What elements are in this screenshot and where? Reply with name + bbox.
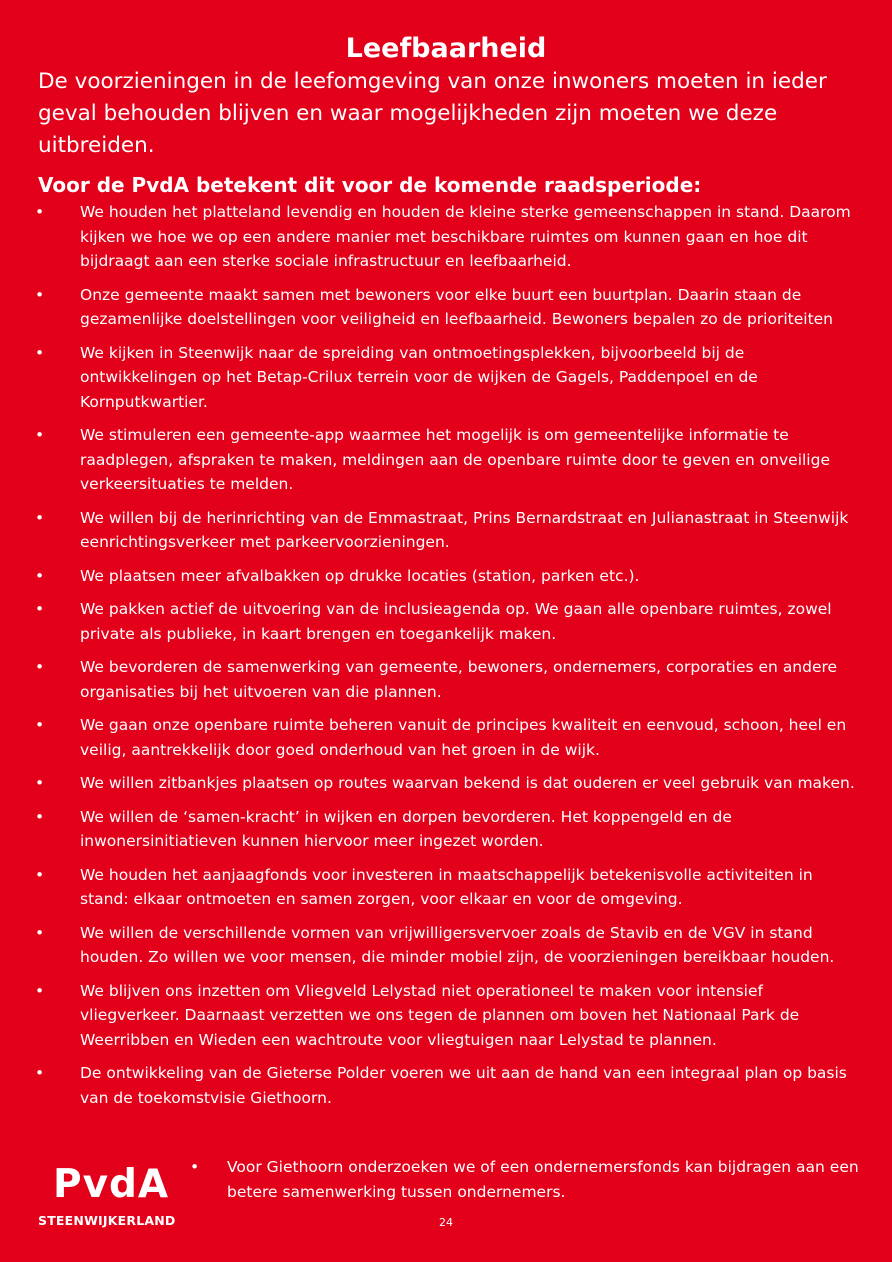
intro-paragraph: De voorzieningen in de leefomgeving van onze inwoners moeten in ieder geval behouden blijven en waar mogelijkheden zijn moeten we deze uitbreiden.	[38, 69, 827, 158]
bullet-dot: •	[35, 658, 45, 676]
bullet-dot: •	[35, 774, 45, 792]
page-title: Leefbaarheid	[345, 33, 547, 64]
list-item-text: We houden het aanjaagfonds voor investeren in maatschappelijk betekenisvolle activiteiten in stand: elkaar ontmoeten en samen zorgen, voor elkaar en voor de omgeving.	[80, 865, 813, 908]
list-item-text: Voor Giethoorn onderzoeken we of een ondernemersfonds kan bijdragen aan een betere samenwerking tussen ondernemers.	[227, 1158, 859, 1201]
bullet-dot: •	[35, 1064, 45, 1082]
list-item	[0, 564, 865, 589]
list-item-text: We blijven ons inzetten om Vliegveld Lelystad niet operationeel te maken voor intensief vliegverkeer. Daarnaast verzetten we ons tegen de plannen om boven het Nationaal Park de Weerribben en Wieden een wachtroute voor vliegtuigen naar Lelystad te plannen.	[80, 981, 800, 1049]
bullet-dot: •	[35, 600, 45, 618]
bullet-dot: •	[35, 716, 45, 734]
list-item	[0, 1061, 865, 1110]
list-item-last	[190, 1155, 860, 1204]
bullet-dot: •	[35, 566, 45, 585]
bullet-dot: •	[35, 426, 45, 444]
list-item	[0, 283, 865, 332]
list-item	[0, 805, 865, 854]
list-item-text: We willen bij de herinrichting van de Emmastraat, Prins Bernardstraat en Julianastraat in Steenwijk eenrichtingsverkeer met parkeervoorzieningen.	[80, 508, 849, 551]
list-item-text: We pakken actief de uitvoering van de inclusieagenda op. We gaan alle openbare ruimtes, zowel private als publieke, in kaart brengen en toegankelijk maken.	[80, 600, 832, 643]
list-item-text: We willen de ‘samen-kracht’ in wijken en dorpen bevorderen. Het koppengeld en de inwonersinitiatieven kunnen hiervoor meer ingezet worden.	[80, 807, 732, 850]
list-item	[0, 341, 865, 415]
bullet-dot: •	[190, 1158, 200, 1176]
list-item	[0, 863, 865, 912]
list-item	[0, 921, 865, 970]
list-item-text: Onze gemeente maakt samen met bewoners voor elke buurt een buurtplan. Daarin staan de gezamenlijke doelstellingen voor veiligheid en leefbaarheid. Bewoners bepalen zo de prioriteiten	[80, 285, 834, 328]
list-item	[0, 200, 865, 274]
logo-subtitle: STEENWIJKERLAND	[38, 1213, 176, 1228]
bullet-dot: •	[35, 343, 45, 362]
bullet-dot: •	[35, 203, 45, 221]
list-item-text: We stimuleren een gemeente-app waarmee het mogelijk is om gemeentelijke informatie te raadplegen, afspraken te maken, meldingen aan de openbare ruimte door te geven en onveilige verkeersituaties te melden.	[80, 426, 830, 493]
list-item	[0, 713, 865, 762]
list-item-text: We willen de verschillende vormen van vrijwilligersvervoer zoals de Stavib en de VGV in stand houden. Zo willen we voor mensen, die minder mobiel zijn, de voorzieningen bereikbaar houden.	[80, 923, 835, 966]
list-item-text: We willen zitbankjes plaatsen op routes waarvan bekend is dat ouderen er veel gebruik van maken.	[80, 774, 855, 792]
bullet-dot: •	[35, 285, 45, 304]
bullet-list	[0, 200, 892, 1119]
section-subheading: Voor de PvdA betekent dit voor de komende raadsperiode:	[38, 173, 702, 197]
list-item	[0, 423, 865, 497]
page-number: 24	[439, 1216, 453, 1229]
list-item-text: We kijken in Steenwijk naar de spreiding van ontmoetingsplekken, bijvoorbeeld bij de ontwikkelingen op het Betap-Crilux terrein voor de wijken de Gagels, Paddenpoel en de Kornputkwartier.	[80, 343, 758, 411]
list-item	[0, 506, 865, 555]
list-item-text: We gaan onze openbare ruimte beheren vanuit de principes kwaliteit en eenvoud, schoon, heel en veilig, aantrekkelijk door goed onderhoud van het groen in de wijk.	[80, 716, 847, 759]
list-item	[0, 979, 865, 1053]
list-item	[0, 771, 865, 796]
logo-wordmark: PvdA	[53, 1162, 170, 1207]
list-item-text: We bevorderen de samenwerking van gemeente, bewoners, ondernemers, corporaties en andere organisaties bij het uitvoeren van die plannen.	[80, 658, 838, 701]
bullet-dot: •	[35, 508, 45, 527]
bullet-dot: •	[35, 807, 45, 826]
list-item	[0, 597, 865, 646]
list-item-text: De ontwikkeling van de Gieterse Polder voeren we uit aan de hand van een integraal plan op basis van de toekomstvisie Giethoorn.	[80, 1064, 847, 1107]
bullet-dot: •	[35, 981, 45, 1000]
list-item-text: We plaatsen meer afvalbakken op drukke locaties (station, parken etc.).	[80, 566, 640, 585]
list-item	[0, 655, 865, 704]
bullet-dot: •	[35, 865, 45, 884]
list-item-text: We houden het platteland levendig en houden de kleine sterke gemeenschappen in stand. Daarom kijken we hoe we op een andere manier met beschikbare ruimtes om kunnen gaan en hoe dit bijdraagt aan een sterke sociale infrastructuur en leefbaarheid.	[80, 203, 851, 270]
bullet-dot: •	[35, 923, 45, 942]
